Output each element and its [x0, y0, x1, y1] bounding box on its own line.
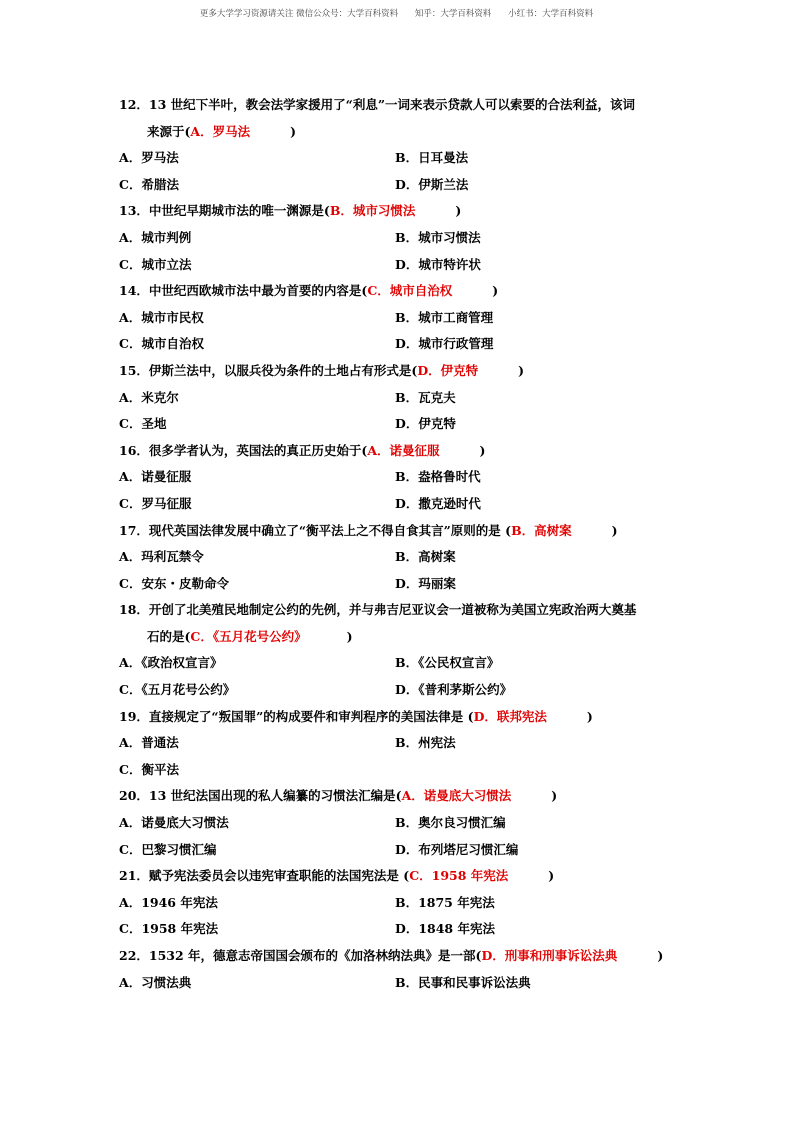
answer-close-paren: ) — [548, 868, 555, 884]
answer-close-paren: ) — [611, 522, 618, 538]
answer-close-paren: ) — [290, 123, 297, 139]
option-item: A．诺曼征服 — [119, 469, 192, 485]
option-item: D．1848 年宪法 — [395, 921, 495, 937]
option-item: C．安东・皮勒命令 — [119, 575, 229, 591]
option-item: C．城市立法 — [119, 256, 192, 272]
option-item: A．1946 年宪法 — [119, 894, 218, 910]
option-item: C．巴黎习惯汇编 — [119, 841, 217, 857]
option-item: C．圣地 — [119, 416, 167, 432]
option-item: C．衡平法 — [119, 761, 179, 777]
option-item: A．《政治权宣言》 — [119, 655, 223, 671]
question-number: 19． — [119, 708, 149, 724]
answer-close-paren: ) — [479, 442, 486, 458]
option-item: A．城市市民权 — [119, 309, 204, 325]
answer-key: A．罗马法 — [190, 123, 251, 139]
question-list — [119, 92, 679, 996]
question-stem — [119, 438, 679, 465]
option-item: D．玛丽案 — [395, 575, 456, 591]
option-list — [119, 810, 679, 863]
question-text: 现代英国法律发展中确立了“衡平法上之不得自食其言”原则的是 ( — [148, 522, 512, 538]
option-item: C．1958 年宪法 — [119, 921, 219, 937]
option-item: C．希腊法 — [119, 176, 179, 192]
question-block — [119, 783, 679, 863]
question-text-continued: 来源于( — [147, 123, 191, 139]
option-list — [119, 890, 679, 943]
question-continuation — [119, 119, 679, 146]
question-number: 22． — [119, 948, 149, 963]
question-block — [119, 597, 679, 703]
question-stem — [119, 704, 679, 731]
question-block — [119, 943, 679, 996]
question-stem — [119, 518, 679, 545]
question-number: 21． — [119, 868, 149, 884]
option-item: A．罗马法 — [119, 150, 179, 166]
answer-close-paren: ) — [518, 362, 525, 378]
question-block — [119, 358, 679, 438]
question-text: 13 世纪下半叶，教会法学家援用了“利息”一词来表示贷款人可以索要的合法利益，该词 — [148, 97, 636, 112]
header-wechat: 更多大学学习资源请关注 微信公众号：大学百科资料 — [199, 9, 399, 19]
question-stem — [119, 597, 679, 624]
question-stem — [119, 943, 679, 970]
question-stem — [119, 863, 679, 890]
option-item: A．米克尔 — [119, 389, 179, 405]
question-block — [119, 704, 679, 784]
option-item: B．民事和民事诉讼法典 — [395, 974, 531, 990]
option-item: B．日耳曼法 — [395, 150, 469, 166]
answer-close-paren: ) — [586, 708, 593, 724]
question-text: 13 世纪法国出现的私人编纂的习惯法汇编是( — [148, 788, 402, 804]
answer-close-paren: ) — [492, 283, 499, 299]
question-text-continued: 石的是( — [147, 628, 191, 644]
option-item: D．伊克特 — [395, 416, 456, 432]
question-text: 中世纪西欧城市法中最为首要的内容是( — [148, 283, 368, 299]
answer-key: D．伊克特 — [417, 362, 479, 378]
question-text: 直接规定了“叛国罪”的构成要件和审判程序的美国法律是 ( — [148, 708, 474, 724]
question-stem — [119, 198, 679, 225]
page-header — [0, 7, 793, 19]
option-item: A．玛利瓦禁令 — [119, 549, 204, 565]
question-text: 伊斯兰法中，以服兵役为条件的土地占有形式是( — [148, 362, 418, 378]
question-block — [119, 438, 679, 518]
answer-key: D．联邦宪法 — [473, 708, 547, 724]
option-item: C．《五月花号公约》 — [119, 682, 236, 698]
question-text: 开创了北美殖民地制定公约的先例，并与弗吉尼亚议会一道被称为美国立宪政治两大奠基 — [148, 602, 637, 618]
option-item: A．诺曼底大习惯法 — [119, 815, 229, 831]
question-number: 13． — [119, 203, 149, 219]
answer-key: C．1958 年宪法 — [409, 868, 509, 884]
option-item: A．习惯法典 — [119, 974, 192, 990]
option-item: D．城市行政管理 — [395, 336, 494, 352]
answer-close-paren: ) — [657, 948, 664, 963]
question-block — [119, 278, 679, 358]
answer-key: C．《五月花号公约》 — [190, 628, 307, 644]
question-block — [119, 198, 679, 278]
option-list — [119, 464, 679, 517]
question-stem — [119, 358, 679, 385]
option-list — [119, 385, 679, 438]
question-number: 15． — [119, 362, 149, 378]
question-block — [119, 92, 679, 198]
question-stem — [119, 92, 679, 119]
option-list — [119, 145, 679, 198]
question-number: 16． — [119, 442, 149, 458]
question-number: 17． — [119, 522, 149, 538]
option-item: D．城市特许状 — [395, 256, 481, 272]
question-number: 14． — [119, 283, 149, 299]
option-list — [119, 650, 679, 703]
option-item: B．州宪法 — [395, 735, 456, 751]
question-stem — [119, 278, 679, 305]
option-item: B．《公民权宣言》 — [395, 655, 500, 671]
option-item: B．城市习惯法 — [395, 229, 481, 245]
question-text: 赋予宪法委员会以违宪审查职能的法国宪法是 ( — [148, 868, 410, 884]
header-zhihu: 知乎：大学百科资料 — [414, 9, 492, 19]
option-item: D．撒克逊时代 — [395, 495, 481, 511]
question-stem — [119, 783, 679, 810]
question-continuation — [119, 624, 679, 651]
option-item: B．高树案 — [395, 549, 456, 565]
option-item: D．伊斯兰法 — [395, 176, 469, 192]
header-xiaohongshu: 小红书：大学百科资料 — [508, 9, 594, 19]
option-item: C．城市自治权 — [119, 336, 204, 352]
question-number: 12． — [119, 97, 149, 112]
option-item: B．1875 年宪法 — [395, 894, 495, 910]
question-text: 中世纪早期城市法的唯一渊源是( — [148, 203, 330, 219]
option-item: C．罗马征服 — [119, 495, 192, 511]
answer-key: B．城市习惯法 — [329, 203, 416, 219]
question-text: 1532 年，德意志帝国国会颁布的《加洛林纳法典》是一部( — [148, 948, 482, 963]
question-text: 很多学者认为，英国法的真正历史始于( — [148, 442, 368, 458]
answer-key: C．城市自治权 — [367, 283, 453, 299]
option-list — [119, 730, 679, 783]
option-list — [119, 544, 679, 597]
answer-key: A．诺曼底大习惯法 — [401, 788, 512, 804]
answer-close-paren: ) — [455, 203, 462, 219]
question-block — [119, 518, 679, 598]
question-number: 20． — [119, 788, 149, 804]
option-item: A．城市判例 — [119, 229, 192, 245]
answer-close-paren: ) — [551, 788, 558, 804]
option-list — [119, 225, 679, 278]
option-list — [119, 305, 679, 358]
answer-key: D．刑事和刑事诉讼法典 — [481, 948, 618, 963]
answer-close-paren: ) — [346, 628, 353, 644]
question-block — [119, 863, 679, 943]
option-list — [119, 970, 679, 997]
option-item: D．布列塔尼习惯汇编 — [395, 841, 519, 857]
option-item: B．城市工商管理 — [395, 309, 494, 325]
option-item: B．奥尔良习惯汇编 — [395, 815, 506, 831]
option-item: B．盎格鲁时代 — [395, 469, 481, 485]
answer-key: B．高树案 — [511, 522, 572, 538]
question-number: 18． — [119, 602, 149, 618]
option-item: D．《普利茅斯公约》 — [395, 682, 513, 698]
option-item: A．普通法 — [119, 735, 179, 751]
option-item: B．瓦克夫 — [395, 389, 456, 405]
answer-key: A．诺曼征服 — [367, 442, 440, 458]
